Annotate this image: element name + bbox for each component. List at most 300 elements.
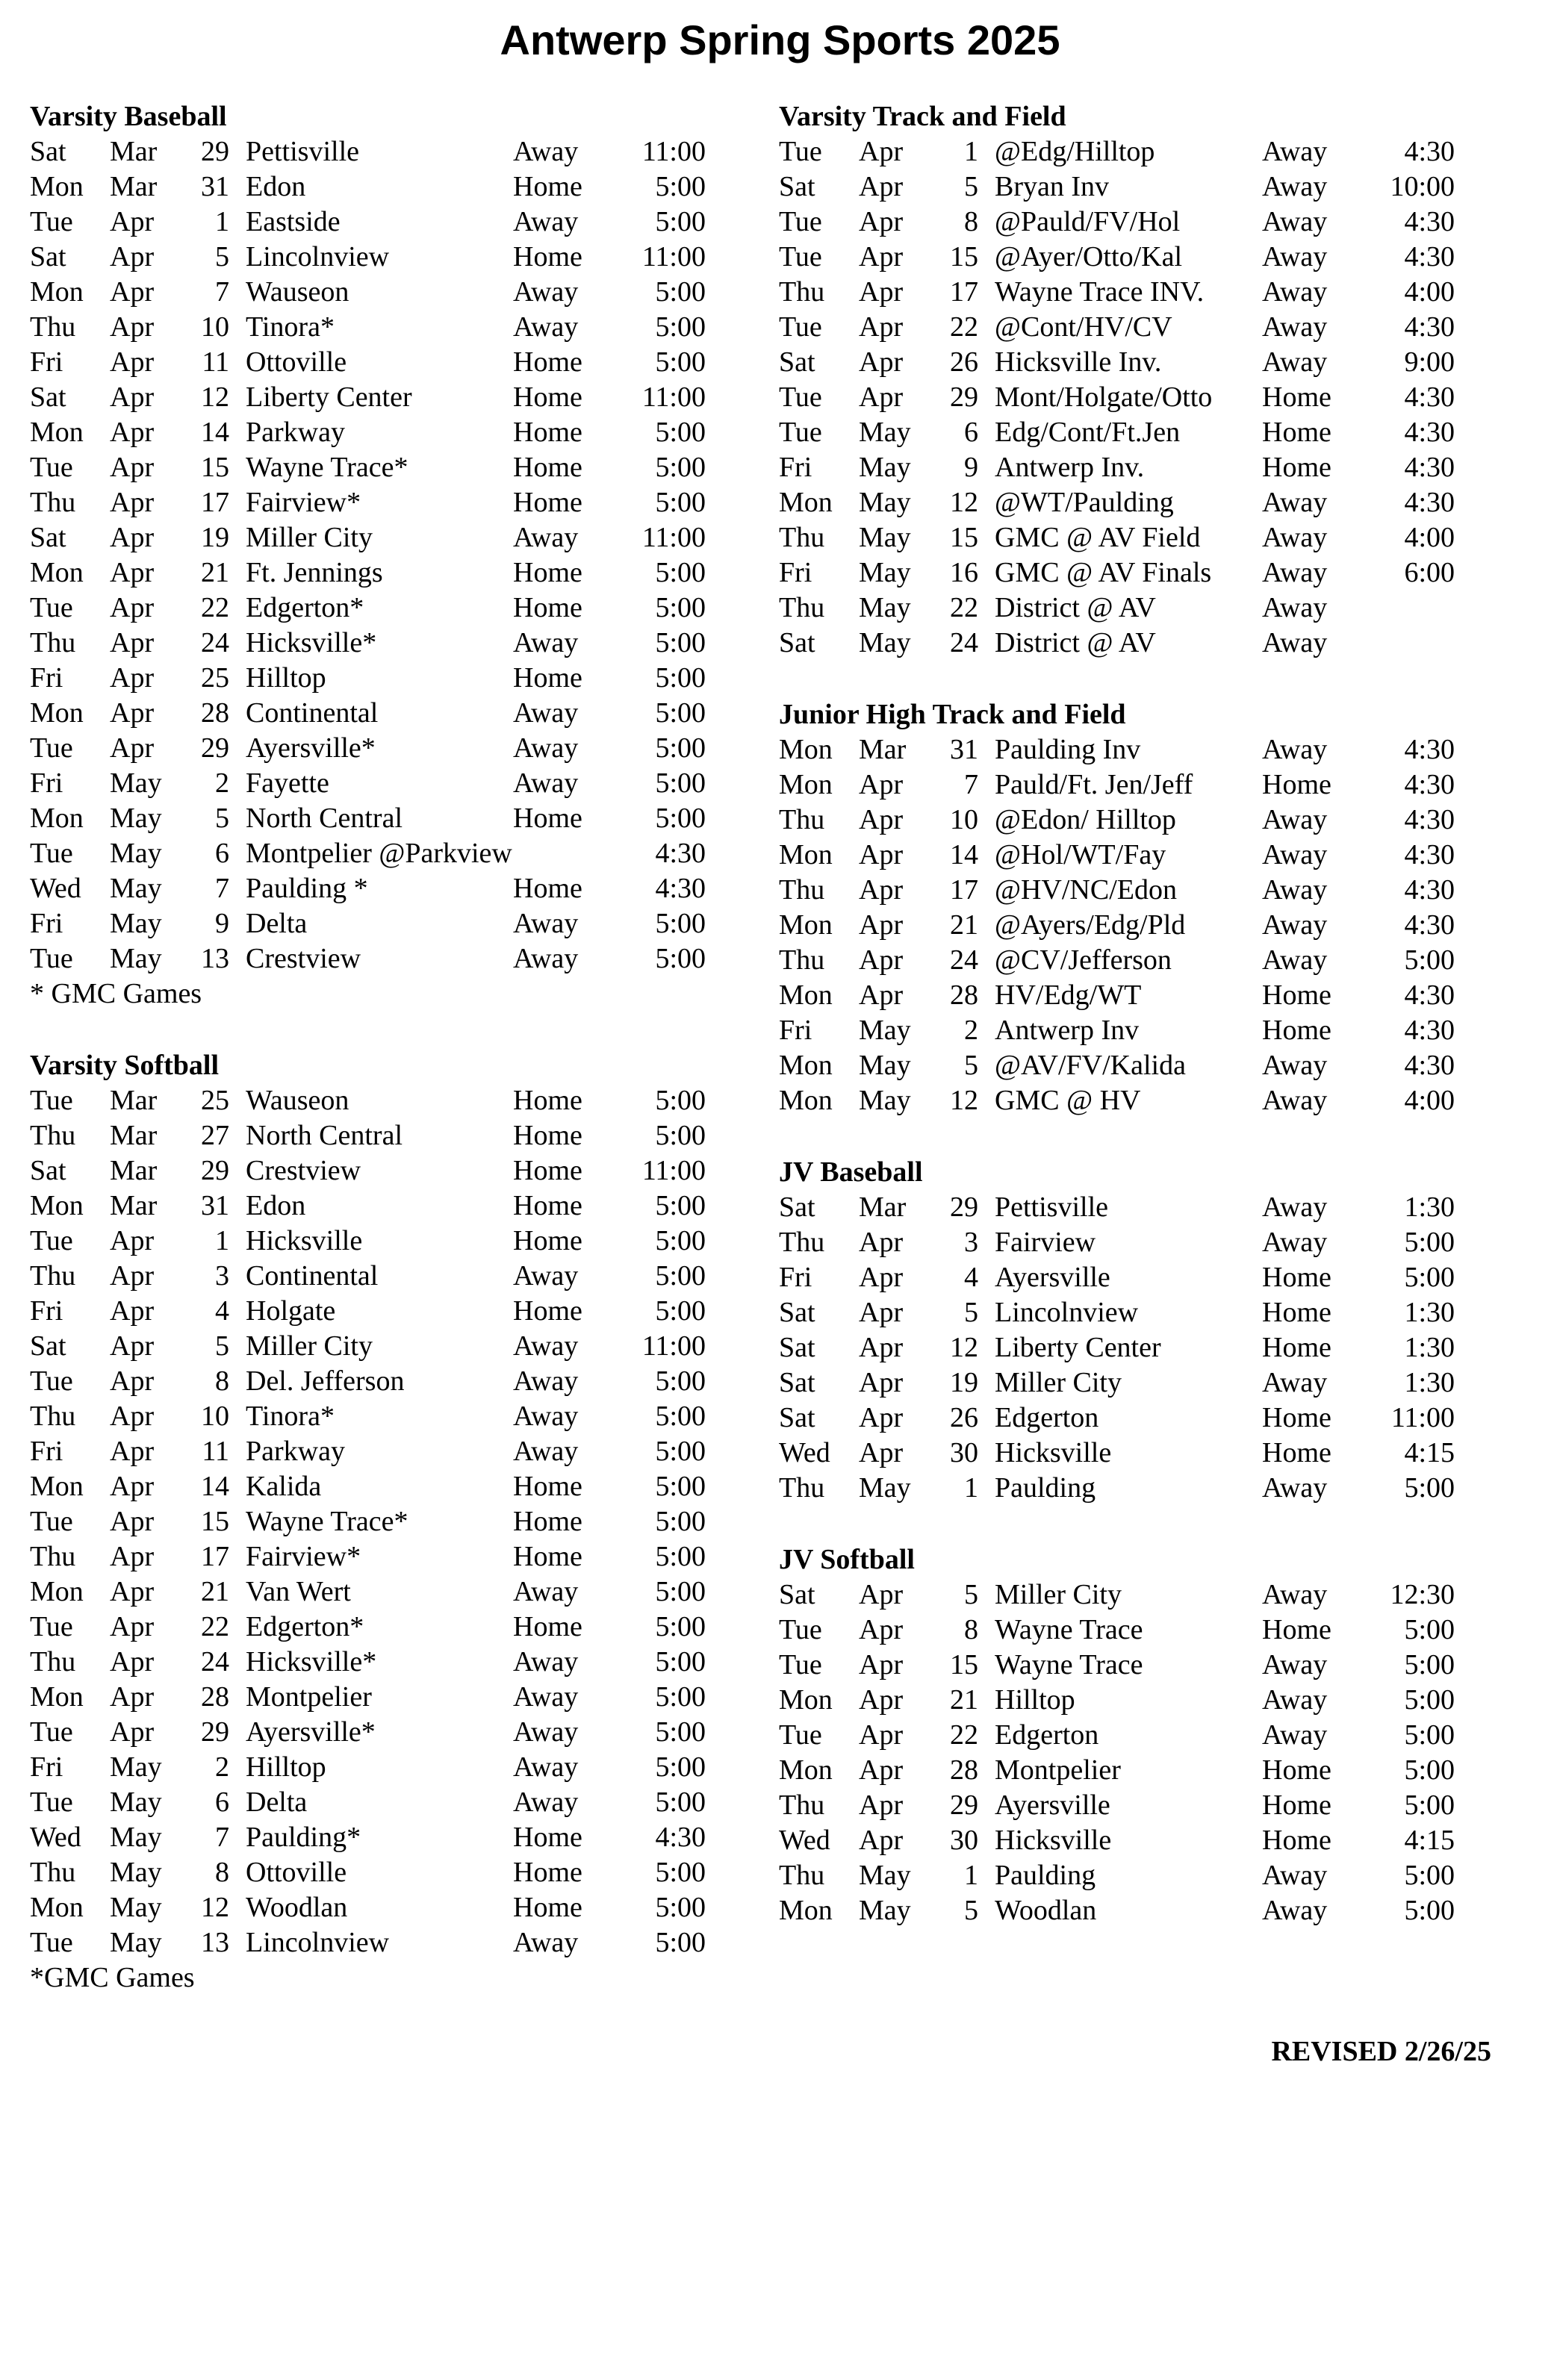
game-location: Home	[513, 171, 582, 202]
schedule-row	[779, 1330, 1455, 1365]
game-opponent: GMC @ AV Field	[995, 522, 1201, 553]
game-time: 5:00	[655, 662, 706, 694]
game-opponent: Crestview	[246, 943, 361, 974]
game-location: Away	[1262, 804, 1328, 835]
section-varsity-softball	[30, 1048, 706, 1996]
game-location: Away	[513, 943, 579, 974]
game-day: Thu	[30, 311, 76, 343]
game-location: Home	[1262, 1825, 1331, 1856]
game-opponent: Tinora*	[246, 1401, 335, 1432]
game-opponent: Ayersville	[995, 1262, 1110, 1293]
schedule-row	[30, 591, 706, 626]
game-day: Mon	[779, 1684, 833, 1716]
game-location: Away	[1262, 839, 1328, 870]
game-opponent: Wayne Trace*	[246, 452, 408, 483]
game-opponent: Ft. Jennings	[246, 557, 383, 588]
section-varsity-baseball	[30, 99, 706, 1012]
game-location: Home	[513, 1541, 582, 1572]
schedule-row	[779, 1471, 1455, 1506]
game-date: 29	[950, 381, 978, 413]
game-opponent: Kalida	[246, 1471, 322, 1502]
game-day: Sat	[779, 1297, 815, 1328]
game-time: 5:00	[1404, 1614, 1455, 1645]
game-month: Apr	[110, 1506, 155, 1537]
game-day: Thu	[30, 1541, 76, 1572]
game-date: 11	[202, 346, 229, 378]
game-day: Thu	[779, 592, 825, 623]
game-time: 11:00	[641, 1155, 706, 1186]
schedule-row	[30, 1294, 706, 1329]
game-location: Away	[1262, 1895, 1328, 1926]
game-location: Away	[1262, 1649, 1328, 1680]
game-day: Mon	[30, 1681, 84, 1713]
game-date: 29	[201, 732, 229, 764]
section-title: JV Softball	[779, 1544, 915, 1575]
game-location: Away	[1262, 1227, 1328, 1258]
game-opponent: Antwerp Inv.	[995, 452, 1145, 483]
game-date: 21	[950, 909, 978, 941]
game-opponent: Wayne Trace INV.	[995, 276, 1205, 308]
game-location: Home	[513, 346, 582, 378]
game-time: 10:00	[1390, 171, 1455, 202]
game-day: Wed	[30, 1822, 81, 1853]
game-date: 25	[201, 1085, 229, 1116]
game-opponent: Ayersville*	[246, 1716, 376, 1748]
schedule-row	[30, 1434, 706, 1469]
game-date: 30	[950, 1825, 978, 1856]
schedule-row	[779, 1577, 1455, 1613]
game-day: Tue	[30, 732, 73, 764]
game-opponent: Holgate	[246, 1295, 336, 1327]
game-opponent: Miller City	[995, 1579, 1122, 1610]
game-time: 5:00	[655, 1857, 706, 1888]
game-opponent: Wayne Trace	[995, 1649, 1143, 1680]
game-date: 5	[964, 171, 978, 202]
schedule-row	[779, 1753, 1455, 1788]
game-date: 15	[950, 241, 978, 272]
schedule-row	[30, 240, 706, 275]
game-time: 1:30	[1404, 1332, 1455, 1363]
game-date: 6	[215, 1786, 229, 1818]
game-location: Home	[513, 803, 582, 834]
game-location: Away	[513, 522, 579, 553]
game-month: Apr	[110, 1576, 155, 1607]
game-location: Away	[513, 1716, 579, 1748]
schedule-row	[30, 1118, 706, 1153]
game-opponent: Mont/Holgate/Otto	[995, 381, 1213, 413]
game-date: 15	[950, 1649, 978, 1680]
schedule-row	[779, 415, 1455, 450]
schedule-row	[779, 1048, 1455, 1083]
game-location: Home	[513, 1892, 582, 1923]
schedule-row	[30, 345, 706, 380]
game-time: 5:00	[655, 627, 706, 658]
game-day: Thu	[779, 804, 825, 835]
game-date: 5	[964, 1050, 978, 1081]
game-month: Apr	[110, 381, 155, 413]
game-month: Apr	[110, 346, 155, 378]
game-month: Mar	[110, 1155, 158, 1186]
game-location: Away	[513, 136, 579, 167]
game-month: Apr	[859, 1227, 904, 1258]
game-opponent: Montpelier @Parkview	[246, 838, 512, 869]
game-day: Thu	[779, 1860, 825, 1891]
game-time: 5:00	[655, 487, 706, 518]
game-day: Fri	[779, 452, 812, 483]
game-time: 5:00	[655, 1190, 706, 1221]
game-location: Home	[513, 1857, 582, 1888]
game-opponent: @Hol/WT/Fay	[995, 839, 1166, 870]
game-time: 5:00	[655, 1225, 706, 1256]
game-date: 6	[964, 417, 978, 448]
game-opponent: Wauseon	[246, 276, 349, 308]
game-time: 4:30	[1404, 241, 1455, 272]
game-day: Sat	[30, 522, 66, 553]
game-location: Away	[513, 1927, 579, 1958]
game-day: Fri	[779, 1015, 812, 1046]
schedule-row	[779, 1613, 1455, 1648]
game-day: Sat	[30, 136, 66, 167]
game-location: Away	[513, 767, 579, 799]
game-month: Apr	[859, 1649, 904, 1680]
game-time: 4:30	[1404, 487, 1455, 518]
game-date: 5	[215, 241, 229, 272]
game-day: Thu	[779, 1789, 825, 1821]
game-month: May	[859, 627, 911, 658]
game-day: Mon	[779, 979, 833, 1011]
game-month: May	[110, 873, 162, 904]
game-date: 22	[950, 1719, 978, 1751]
game-time: 5:00	[655, 1471, 706, 1502]
schedule-row	[30, 1574, 706, 1610]
game-month: Apr	[110, 697, 155, 729]
game-time: 5:00	[655, 697, 706, 729]
game-day: Wed	[779, 1437, 830, 1468]
game-time: 5:00	[655, 1576, 706, 1607]
game-opponent: Edgerton	[995, 1719, 1099, 1751]
schedule-row	[30, 1820, 706, 1855]
game-month: Apr	[110, 1471, 155, 1502]
game-opponent: Wayne Trace*	[246, 1506, 408, 1537]
game-month: Apr	[859, 1367, 904, 1398]
game-month: Mar	[110, 1120, 158, 1151]
game-opponent: Pettisville	[995, 1191, 1108, 1223]
game-day: Tue	[779, 136, 822, 167]
game-day: Tue	[30, 1506, 73, 1537]
game-location: Home	[1262, 452, 1331, 483]
schedule-row	[779, 767, 1455, 803]
game-location: Away	[513, 1751, 579, 1783]
game-date: 22	[950, 592, 978, 623]
game-opponent: Hicksville*	[246, 627, 377, 658]
game-location: Home	[513, 452, 582, 483]
game-time: 4:30	[655, 838, 706, 869]
game-location: Away	[513, 1576, 579, 1607]
game-time: 5:00	[1404, 1719, 1455, 1751]
game-time: 5:00	[655, 346, 706, 378]
game-location: Away	[1262, 1579, 1328, 1610]
game-day: Thu	[30, 487, 76, 518]
schedule-row	[779, 1858, 1455, 1893]
game-opponent: Ayersville	[995, 1789, 1110, 1821]
game-date: 28	[950, 1754, 978, 1786]
game-location: Away	[1262, 1684, 1328, 1716]
game-date: 15	[950, 522, 978, 553]
game-location: Home	[513, 1155, 582, 1186]
game-month: May	[859, 487, 911, 518]
game-month: May	[110, 1857, 162, 1888]
game-date: 7	[215, 276, 229, 308]
schedule-row	[779, 275, 1455, 310]
schedule-row	[779, 1893, 1455, 1928]
schedule-row	[30, 1715, 706, 1750]
game-date: 22	[201, 1611, 229, 1642]
game-date: 30	[950, 1437, 978, 1468]
game-time: 5:00	[655, 1295, 706, 1327]
game-date: 1	[964, 1860, 978, 1891]
game-month: Apr	[110, 1681, 155, 1713]
schedule-row	[779, 1190, 1455, 1225]
game-day: Mon	[779, 1050, 833, 1081]
game-month: May	[859, 417, 911, 448]
game-opponent: Crestview	[246, 1155, 361, 1186]
game-opponent: Edgerton*	[246, 1611, 364, 1642]
game-day: Tue	[30, 1365, 73, 1397]
game-month: Apr	[859, 944, 904, 976]
game-location: Home	[513, 417, 582, 448]
game-date: 3	[215, 1260, 229, 1292]
game-date: 8	[964, 1614, 978, 1645]
schedule-row	[30, 1399, 706, 1434]
game-month: Apr	[859, 1719, 904, 1751]
game-month: Mar	[859, 1191, 907, 1223]
game-date: 1	[215, 1225, 229, 1256]
schedule-row	[30, 1785, 706, 1820]
game-opponent: Miller City	[995, 1367, 1122, 1398]
game-time: 5:00	[655, 1436, 706, 1467]
game-opponent: Wayne Trace	[995, 1614, 1143, 1645]
game-month: Apr	[859, 1332, 904, 1363]
schedule-row	[30, 1925, 706, 1960]
schedule-row	[30, 1259, 706, 1294]
game-opponent: @WT/Paulding	[995, 487, 1174, 518]
game-opponent: Continental	[246, 697, 379, 729]
game-time: 4:30	[1404, 874, 1455, 906]
game-day: Mon	[779, 487, 833, 518]
game-time: 4:30	[1404, 804, 1455, 835]
game-month: Apr	[859, 1402, 904, 1433]
game-opponent: Pauld/Ft. Jen/Jeff	[995, 769, 1193, 800]
game-time: 5:00	[655, 276, 706, 308]
section-title: JV Baseball	[779, 1156, 923, 1188]
game-time: 5:00	[1404, 1895, 1455, 1926]
game-date: 21	[950, 1684, 978, 1716]
game-opponent: Fairview*	[246, 1541, 361, 1572]
game-opponent: Eastside	[246, 206, 341, 237]
game-time: 5:00	[1404, 1649, 1455, 1680]
game-time: 5:00	[1404, 944, 1455, 976]
game-time: 4:30	[655, 1822, 706, 1853]
game-time: 6:00	[1404, 557, 1455, 588]
schedule-row	[30, 1153, 706, 1189]
game-month: Apr	[859, 1579, 904, 1610]
game-day: Thu	[779, 1227, 825, 1258]
schedule-row	[779, 626, 1328, 661]
schedule-row	[30, 1539, 706, 1574]
game-date: 8	[215, 1857, 229, 1888]
game-day: Fri	[779, 1262, 812, 1293]
game-day: Fri	[779, 557, 812, 588]
revised-date: REVISED 2/26/25	[1271, 2036, 1491, 2067]
game-month: Apr	[110, 557, 155, 588]
game-opponent: Van Wert	[246, 1576, 351, 1607]
game-location: Home	[1262, 1015, 1331, 1046]
game-month: May	[859, 1472, 911, 1504]
game-day: Thu	[779, 874, 825, 906]
game-opponent: Liberty Center	[246, 381, 412, 413]
game-location: Home	[1262, 1614, 1331, 1645]
game-date: 25	[201, 662, 229, 694]
game-month: Apr	[859, 1437, 904, 1468]
game-location: Away	[513, 1330, 579, 1362]
game-opponent: Hilltop	[246, 1751, 326, 1783]
game-opponent: Lincolnview	[246, 1927, 390, 1958]
game-day: Tue	[30, 838, 73, 869]
game-opponent: GMC @ HV	[995, 1085, 1141, 1116]
game-time: 1:30	[1404, 1297, 1455, 1328]
game-month: Apr	[859, 1297, 904, 1328]
game-day: Mon	[30, 803, 84, 834]
game-month: Apr	[859, 171, 904, 202]
game-day: Tue	[30, 1786, 73, 1818]
schedule-row	[779, 1083, 1455, 1118]
game-day: Sat	[779, 627, 815, 658]
game-location: Away	[1262, 1050, 1328, 1081]
game-date: 17	[201, 487, 229, 518]
schedule-row	[779, 1401, 1455, 1436]
game-date: 29	[201, 1155, 229, 1186]
game-time: 5:00	[655, 1365, 706, 1397]
game-opponent: Paulding	[995, 1472, 1096, 1504]
game-day: Mon	[779, 1754, 833, 1786]
game-opponent: Edgerton	[995, 1402, 1099, 1433]
game-date: 9	[964, 452, 978, 483]
page-title: Antwerp Spring Sports 2025	[500, 16, 1060, 63]
game-date: 6	[215, 838, 229, 869]
game-date: 14	[201, 1471, 229, 1502]
game-date: 16	[950, 557, 978, 588]
game-day: Thu	[779, 276, 825, 308]
game-opponent: Bryan Inv	[995, 171, 1110, 202]
game-month: Apr	[110, 1260, 155, 1292]
game-time: 5:00	[655, 452, 706, 483]
game-date: 22	[201, 592, 229, 623]
game-month: Apr	[110, 627, 155, 658]
game-opponent: Delta	[246, 1786, 308, 1818]
game-location: Away	[1262, 1367, 1328, 1398]
schedule-row	[779, 485, 1455, 520]
left-column	[30, 99, 706, 2032]
game-month: Apr	[110, 1330, 155, 1362]
game-month: Apr	[110, 206, 155, 237]
game-location: Away	[513, 627, 579, 658]
game-time: 5:00	[655, 592, 706, 623]
schedule-row	[30, 1680, 706, 1715]
game-location: Home	[1262, 381, 1331, 413]
game-month: May	[110, 838, 162, 869]
game-month: Apr	[859, 241, 904, 272]
game-location: Home	[513, 1085, 582, 1116]
game-month: May	[110, 1927, 162, 1958]
schedule-row	[30, 906, 706, 941]
game-opponent: @Pauld/FV/Hol	[995, 206, 1181, 237]
game-day: Thu	[779, 1472, 825, 1504]
game-time: 11:00	[1390, 1402, 1455, 1433]
game-month: May	[859, 1085, 911, 1116]
game-month: Apr	[110, 1436, 155, 1467]
schedule-row	[779, 450, 1455, 485]
game-location: Away	[513, 1260, 579, 1292]
schedule-row	[779, 555, 1455, 591]
game-day: Sat	[779, 1579, 815, 1610]
game-time: 11:00	[641, 1330, 706, 1362]
game-month: May	[110, 908, 162, 939]
game-opponent: Woodlan	[246, 1892, 348, 1923]
schedule-row	[30, 485, 706, 520]
game-location: Away	[513, 908, 579, 939]
game-location: Home	[1262, 1297, 1331, 1328]
game-location: Home	[513, 873, 582, 904]
game-time: 11:00	[641, 381, 706, 413]
game-time: 4:30	[1404, 206, 1455, 237]
game-time: 4:30	[1404, 136, 1455, 167]
schedule-row	[30, 1083, 706, 1118]
schedule-row	[30, 450, 706, 485]
schedule-row	[30, 555, 706, 591]
game-time: 4:30	[1404, 417, 1455, 448]
game-month: Apr	[110, 1295, 155, 1327]
game-date: 15	[201, 1506, 229, 1537]
game-date: 3	[964, 1227, 978, 1258]
game-location: Away	[513, 1646, 579, 1677]
game-time: 4:00	[1404, 1085, 1455, 1116]
game-time: 5:00	[1404, 1754, 1455, 1786]
game-location: Away	[513, 1436, 579, 1467]
right-column	[779, 99, 1455, 1965]
game-time: 5:00	[655, 1646, 706, 1677]
schedule-row	[30, 1469, 706, 1504]
game-time: 5:00	[655, 1120, 706, 1151]
game-time: 5:00	[1404, 1860, 1455, 1891]
game-time: 5:00	[655, 1716, 706, 1748]
game-date: 8	[964, 206, 978, 237]
game-location: Away	[1262, 241, 1328, 272]
game-date: 4	[964, 1262, 978, 1293]
game-month: Apr	[110, 487, 155, 518]
game-month: Apr	[859, 979, 904, 1011]
game-time: 4:30	[655, 873, 706, 904]
game-day: Thu	[30, 1120, 76, 1151]
game-date: 21	[201, 557, 229, 588]
section-title: Varsity Baseball	[30, 101, 227, 132]
game-opponent: Liberty Center	[995, 1332, 1161, 1363]
game-month: May	[859, 557, 911, 588]
game-opponent: Edon	[246, 1190, 306, 1221]
game-opponent: @Cont/HV/CV	[995, 311, 1172, 343]
schedule-row	[30, 766, 706, 801]
game-day: Fri	[30, 1751, 63, 1783]
game-opponent: Miller City	[246, 1330, 373, 1362]
